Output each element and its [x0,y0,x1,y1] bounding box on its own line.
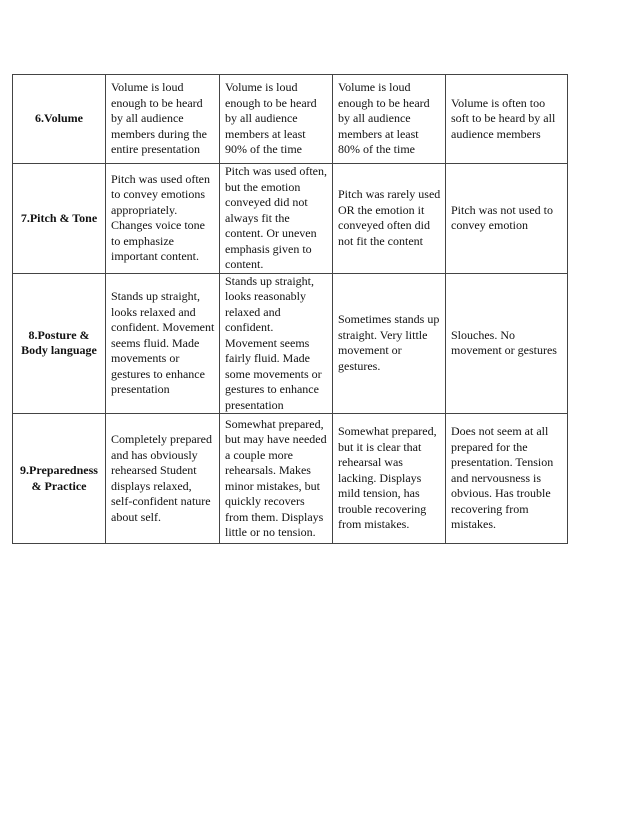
level-3-pitch-tone: Pitch was rarely used OR the emotion it conveyed often did not fit the content [333,164,446,274]
criterion-posture: 8.Posture & Body language [13,273,106,414]
rubric-table [12,74,568,544]
level-1-preparedness: Completely prepared and has obviously rehearsed Student displays relaxed, self-confident nature about self. [106,414,220,544]
rubric-row-posture [13,273,568,414]
level-4-preparedness: Does not seem at all prepared for the presentation. Tension and nervousness is obvious. Has trouble recovering from mistakes. [446,414,568,544]
criterion-pitch-tone: 7.Pitch & Tone [13,164,106,274]
level-3-volume: Volume is loud enough to be heard by all audience members at least 80% of the time [333,75,446,164]
level-1-volume: Volume is loud enough to be heard by all audience members during the entire presentation [106,75,220,164]
level-3-preparedness: Somewhat prepared, but it is clear that rehearsal was lacking. Displays mild tension, has trouble recovering from mistakes. [333,414,446,544]
level-2-preparedness: Somewhat prepared, but may have needed a couple more rehearsals. Makes minor mistakes, but quickly recovers from them. Displays little or no tension. [220,414,333,544]
level-2-posture: Stands up straight, looks reasonably relaxed and confident. Movement seems fairly fluid. Made some movements or gestures to enhance presentation [220,273,333,414]
level-2-pitch-tone: Pitch was used often, but the emotion conveyed did not always fit the content. Or uneven emphasis given to content. [220,164,333,274]
level-3-posture: Sometimes stands up straight. Very little movement or gestures. [333,273,446,414]
level-2-volume: Volume is loud enough to be heard by all audience members at least 90% of the time [220,75,333,164]
rubric-row-preparedness [13,414,568,544]
level-1-posture: Stands up straight, looks relaxed and confident. Movement seems fluid. Made movements or gestures to enhance presentation [106,273,220,414]
criterion-preparedness: 9.Preparedness & Practice [13,414,106,544]
rubric-row-pitch-tone [13,164,568,274]
level-1-pitch-tone: Pitch was used often to convey emotions appropriately. Changes voice tone to emphasize important content. [106,164,220,274]
level-4-posture: Slouches. No movement or gestures [446,273,568,414]
criterion-volume: 6.Volume [13,75,106,164]
rubric-row-volume [13,75,568,164]
level-4-pitch-tone: Pitch was not used to convey emotion [446,164,568,274]
level-4-volume: Volume is often too soft to be heard by all audience members [446,75,568,164]
